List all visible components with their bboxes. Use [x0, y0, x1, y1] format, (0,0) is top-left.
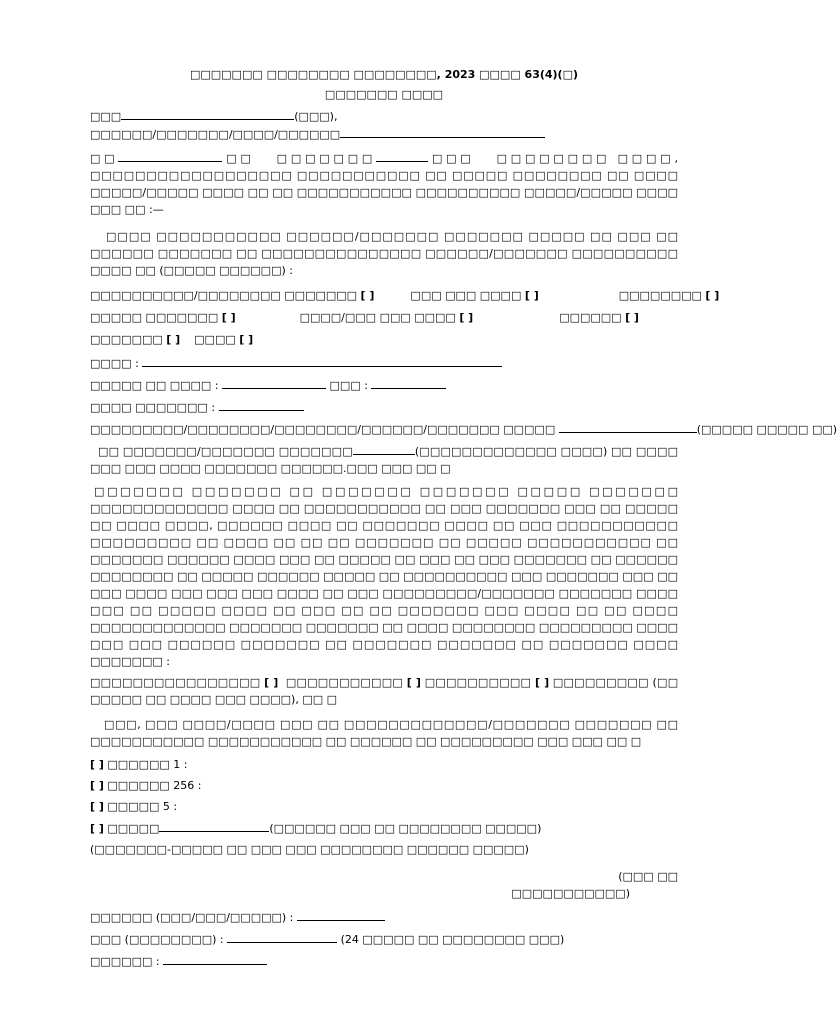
complaint-blank[interactable] — [353, 442, 415, 455]
checkbox[interactable]: [ ] — [534, 676, 550, 689]
checkbox[interactable]: [ ] — [90, 758, 104, 771]
checkbox[interactable]: [ ] — [90, 779, 104, 792]
option2-label: □□□□□□□□□□□ — [285, 676, 403, 689]
mobile-blank[interactable] — [219, 398, 304, 411]
age-label: □□□ : — [329, 379, 368, 392]
father-name-label: □□□□□ □□ □□□□ : — [90, 379, 219, 392]
address-field — [90, 420, 837, 438]
address-blank[interactable] — [559, 420, 697, 433]
addressee-prefix: □□□ — [90, 110, 122, 123]
time-label: □□□ (□□□□□□□□) : — [90, 933, 224, 946]
mobile-label: □□□□ □□□□□□□ : — [90, 401, 216, 414]
intro-word-3: □□□□□□□ — [276, 152, 377, 165]
name-blank[interactable] — [142, 354, 502, 367]
time-blank[interactable] — [227, 930, 337, 943]
checkbox[interactable]: [ ] — [90, 822, 104, 835]
father-name-blank[interactable] — [222, 376, 326, 389]
complaint-prefix: □□ □□□□□□□/□□□□□□□ □□□□□□□ — [98, 445, 353, 458]
date-label: □□□□□□ (□□□/□□□/□□□□□) : — [90, 911, 294, 924]
para-3: □□□, □□□ □□□□/□□□□ □□□ □□ □□□□□□□□□□□□□/□□□□□□□ □□□□□□□ □□ □□□□□□□□□□□ □□□□□□□□□□□ □□ □□□□□□ □□ □□□□□□□□□ □□□ □□□ □□ □ — [90, 718, 678, 748]
intro-paragraph — [90, 149, 678, 218]
addressee-suffix: (□□□), — [294, 110, 338, 123]
option2-tail: (□□ □□□□□ □□ □□□□ □□□ □□□□), □□ □ — [90, 676, 679, 706]
address-label: □□□□□□□□□/□□□□□□□□/□□□□□□□□/□□□□□□/□□□□□□□ □□□□□ — [90, 423, 556, 436]
other-section-suffix: (□□□□□□ □□□ □□ □□□□□□□□ □□□□□) — [269, 822, 542, 835]
name-field — [90, 354, 678, 372]
option-label: □□□□□ □□□□□□□ — [90, 311, 219, 324]
signature-line-1: (□□□ □□ — [618, 870, 678, 883]
intro-rest: □□□□□□□□ □□□□, □□□□□□□□□□□□□□□□□□ □□□□□□□□□□□ □□ □□□□□ □□□□□□□□ □□ □□□□ □□□□□/□□□□□ □□□□ □□ □□ □□□□□□□□□□□ □□□□□□□□□□ □□□□□/□□□□□ □□□□ □□□ □□ :— — [90, 152, 678, 216]
section-label: □□□□□□ 1 : — [107, 758, 188, 771]
options-row-3 — [90, 331, 678, 348]
checkbox[interactable]: [ ] — [239, 333, 254, 346]
checkbox[interactable]: [ ] — [360, 289, 375, 302]
option-label: □□□□□□ — [559, 311, 622, 324]
para-2: □□□□□□□ □□□□□□□ □□ □□□□□□□ □□□□□□□ □□□□□ □□□□□□□ □□□□□□□□□□□□□ □□□□ □□ □□□□□□□□□□□ □□ □□□ □□□□□□□ □□□ □□ □□□□□ □□ □□□□ □□□□, □□□□□□ □□□□ □□ □□□□□□□ □□□□ □□ □□□ □□□□□□□□□□□ □□□□□□□□□ □□ □□□□ □□ □□ □□ □□□□□□□ □□ □□□□□ □□□□□□□□□□□ □□ □□□□□□□ □□□□□□ □□□□ □□□ □□ □□□□□ □□ □□□ □□ □□□ □□□□□□□ □□ □□□□□□ □□□□□□□□ □□ □□□□□ □□□□□□ □□□□□ □□ □□□□□□□□□□ □□□ □□□□□□□ □□□ □□ □□□ □□□□ □□□ □□□ □□□ □□□□ □□ □□□ □□□□□□□□□/□□□□□□□ □□□□□□□ □□□□ □□□ □□ □□□□□ □□□□ □□ □□□ □□ □□ □□□□□□□ □□□ □□□□ □□ □□ □□□□ □□□□□□□□□□□□□ □□□□□□□ □□□□□□□ □□ □□□□ □□□□□□□□ □□□□□□□□□ □□□□ □□□ □□□ □□□□□□ □□□□□□□ □□ □□□□□□□ □□□□□□□ □□ □□□□□□□ □□□□ □□□□□□□ : — [90, 485, 678, 668]
section-label: □□□□□□ 256 : — [107, 779, 202, 792]
option2-label: □□□□□□□□□ — [552, 676, 649, 689]
place-blank[interactable] — [163, 952, 267, 965]
option-label: □□□□□□□□□□/□□□□□□□□ □□□□□□□ — [90, 289, 358, 302]
addressee-office-label: □□□□□□/□□□□□□□/□□□□/□□□□□□ — [90, 128, 341, 141]
document-title: □□□□□□□ □□□□□□□□ □□□□□□□□, 2023 □□□□ 63(4)(□) — [189, 68, 579, 81]
checkbox[interactable]: [ ] — [264, 676, 279, 689]
time-suffix: (24 □□□□□ □□ □□□□□□□□ □□□) — [340, 933, 565, 946]
section-row — [90, 777, 678, 794]
other-section-label: □□□□□ — [107, 822, 160, 835]
age-blank[interactable] — [371, 376, 446, 389]
complaint-line — [90, 442, 678, 477]
para-1: □□□□ □□□□□□□□□□□ □□□□□□/□□□□□□□ □□□□□□□ □□□□□ □□ □□□ □□ □□□□□□ □□□□□□□ □□ □□□□□□□□□□□□□□□ □□□□□□/□□□□□□□ □□□□□□□□□□ □□□□ □□ (□□□□□ □□□□□□) : — [90, 230, 678, 277]
section-row — [90, 756, 678, 773]
intro-blank-1 — [118, 149, 222, 162]
place-label: □□□□□□ : — [90, 955, 160, 968]
complaint-rest: (□□□□□□□□□□□□□ □□□□) □□ □□□□ □□□ □□□ □□□□ □□□□□□□ □□□□□□.□□□ □□□ □□ □ — [90, 445, 678, 475]
intro-prefix: □□ — [90, 152, 119, 165]
addressee-name-blank — [121, 107, 294, 120]
intro-word-4: □□□ — [428, 152, 475, 165]
option-label: □□□□□□□□ — [618, 289, 702, 302]
address-suffix: (□□□□□ □□□□□ □□) — [696, 423, 837, 436]
intro-word-2: □□ — [222, 152, 255, 165]
option-label: □□□□□□□ — [90, 333, 163, 346]
options-2 — [90, 674, 678, 708]
checkbox[interactable]: [ ] — [406, 676, 421, 689]
other-section-blank[interactable] — [159, 819, 269, 832]
other-section-row — [90, 819, 678, 837]
time-field — [90, 930, 678, 948]
mobile-field — [90, 398, 678, 416]
option-label: □□□ □□□ □□□□ — [410, 289, 522, 302]
name-label: □□□□ : — [90, 357, 139, 370]
date-field — [90, 908, 678, 926]
intro-blank-2 — [376, 149, 428, 162]
date-blank[interactable] — [297, 908, 385, 921]
addressee-office-blank — [340, 125, 545, 138]
father-age-field — [90, 376, 678, 394]
addressee-line-2 — [90, 125, 678, 143]
document-subtitle: □□□□□□□ □□□□ — [324, 88, 444, 101]
option2-label: □□□□□□□□□□ — [424, 676, 532, 689]
checkbox[interactable]: [ ] — [524, 289, 539, 302]
place-field — [90, 952, 678, 970]
options-row-2 — [90, 309, 678, 326]
checkbox[interactable]: [ ] — [705, 289, 720, 302]
checkbox[interactable]: [ ] — [625, 311, 639, 324]
option-label: □□□□/□□□ □□□ □□□□ — [299, 311, 456, 324]
document-page — [90, 66, 837, 970]
options-row-1 — [90, 287, 720, 304]
section-label: □□□□□ 5 : — [107, 800, 178, 813]
checkbox[interactable]: [ ] — [166, 333, 181, 346]
checkbox[interactable]: [ ] — [459, 311, 474, 324]
checkbox[interactable]: [ ] — [90, 800, 104, 813]
addressee-line-1 — [90, 107, 678, 125]
section-row — [90, 798, 678, 815]
note-line: (□□□□□□□-□□□□□ □□ □□□ □□□ □□□□□□□□ □□□□□□ □□□□□) — [90, 843, 529, 856]
option2-label: □□□□□□□□□□□□□□□□ — [90, 676, 261, 689]
option-label: □□□□ — [194, 333, 236, 346]
checkbox[interactable]: [ ] — [221, 311, 236, 324]
signature-line-2: □□□□□□□□□□□) — [511, 887, 630, 900]
